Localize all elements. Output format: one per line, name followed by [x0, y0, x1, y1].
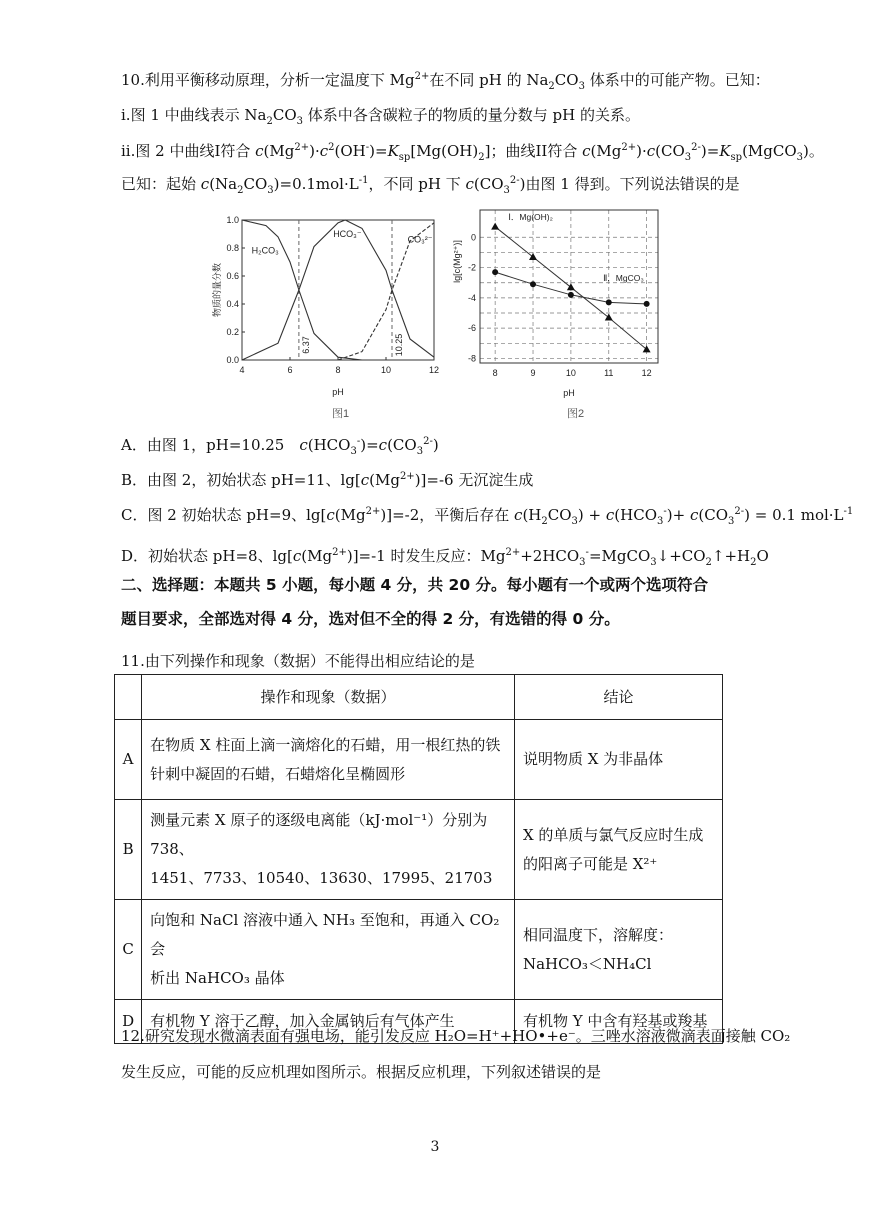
figure-2 — [450, 200, 670, 405]
y-tick-label: -2 — [467, 262, 476, 273]
row-label: A — [115, 720, 142, 800]
table-header-row — [115, 675, 723, 720]
y-tick-label: -6 — [467, 323, 476, 334]
x-tick-label: 12 — [428, 365, 440, 375]
series-label: Ⅰ．Mg(OH)₂ — [508, 211, 553, 222]
x-tick-label: 11 — [604, 368, 614, 378]
x-tick-label: 4 — [239, 365, 245, 375]
x-tick-label: 10 — [565, 368, 576, 378]
y-tick-label: 0 — [470, 232, 476, 243]
data-point-circle — [492, 269, 498, 275]
y-axis-label: lg[c(Mg²⁺)] — [452, 240, 462, 283]
row-label: D — [115, 1000, 142, 1044]
q11-title: 11.由下列操作和现象（数据）不能得出相应结论的是 — [121, 652, 475, 670]
y-axis-label: 物质的量分数 — [212, 262, 222, 318]
data-point-triangle — [605, 314, 613, 321]
y-tick-label: 0.6 — [226, 271, 239, 281]
series-label: CO₃²⁻ — [407, 234, 433, 245]
row-con: 相同温度下，溶解度： NaHCO₃＜NH₄Cl — [514, 900, 722, 1000]
data-point-circle — [530, 281, 536, 287]
x-tick-label: 9 — [530, 368, 536, 378]
reference-line-label: 6.37 — [300, 336, 311, 354]
data-point-triangle — [643, 345, 651, 352]
q10-known: 已知：起始 $c(Na_2CO_3)=0.1mol\cdot L^{-1}$，不同 pH 下 $c(CO_3^{2-})$由图 1 得到。下列说法错误的是 — [121, 175, 740, 196]
q12-line1: 12.研究发现水微滴表面有强电场，能引发反应 H₂O=H⁺+HO•+e⁻。三唑水溶液微滴表面接触 CO₂ — [121, 1027, 791, 1045]
series-label: H₂CO₃ — [251, 245, 279, 256]
q10-line-i: i.图 1 中曲线表示 $Na_2CO_3$ 体系中各含碳粒子的物质的量分数与 pH 的关系。 — [121, 106, 641, 127]
data-point-circle — [568, 292, 574, 298]
page-number: 3 — [430, 1139, 440, 1155]
section-2-line2: 题目要求，全部选对得 4 分，选对但不全的得 2 分，有选错的得 0 分。 — [121, 610, 620, 628]
figure-1-caption: 图1 — [332, 408, 350, 420]
q10-option-a: A．由图 1，pH=10.25 $c(HCO_3^-)=c(CO_3^{2-})$ — [121, 436, 439, 457]
x-tick-label: 8 — [492, 368, 498, 378]
table-row — [115, 800, 723, 900]
data-point-circle — [644, 301, 650, 307]
row-op: 向饱和 NaCl 溶液中通入 NH₃ 至饱和，再通入 CO₂ 会 析出 NaHCO₃ 晶体 — [142, 900, 515, 1000]
data-point-circle — [606, 299, 612, 305]
series-label: HCO₃⁻ — [333, 228, 362, 239]
q12-line2: 发生反应，可能的反应机理如图所示。根据反应机理，下列叙述错误的是 — [121, 1063, 602, 1081]
q10-option-c: C．图 2 初始状态 pH=9、$\lg[c(Mg^{2+})]=-2$，平衡后存在 $c(H_2CO_3) + c(HCO_3^-)+ c(CO_3^{2-}) = 0.1$ $mol\cdot L^{-1}$ — [121, 506, 854, 527]
row-label: B — [115, 800, 142, 900]
y-tick-label: 0.0 — [226, 355, 239, 365]
table-header-op: 操作和现象（数据） — [142, 675, 515, 720]
data-point-triangle — [491, 223, 499, 230]
series-line — [242, 220, 434, 360]
table-row — [115, 900, 723, 1000]
reference-line-label: 10.25 — [394, 333, 404, 357]
x-axis-label: pH — [563, 388, 575, 398]
x-axis-label: pH — [332, 387, 344, 397]
plot-frame — [242, 220, 434, 360]
y-tick-label: 0.2 — [226, 327, 239, 337]
y-tick-label: 0.4 — [226, 299, 239, 309]
row-label: C — [115, 900, 142, 1000]
row-op: 测量元素 X 原子的逐级电离能（kJ·mol⁻¹）分别为 738、 1451、7733、10540、13630、17995、21703 — [142, 800, 515, 900]
x-tick-label: 6 — [287, 365, 293, 375]
y-tick-label: -8 — [467, 353, 476, 364]
q10-intro: 10.利用平衡移动原理，分析一定温度下 $Mg^{2+}$在不同 pH 的 $Na_2CO_3$ 体系中的可能产物。已知： — [121, 71, 770, 92]
x-tick-label: 12 — [641, 368, 652, 378]
table-header-empty — [115, 675, 142, 720]
q10-option-d: D．初始状态 pH=8、$\lg[c(Mg^{2+})]=-1$ 时发生反应：$Mg^{2+}+2HCO_3^-=MgCO_3↓+CO_2↑+H_2O$ — [121, 547, 769, 568]
q10-option-b: B．由图 2，初始状态 pH=11、$\lg[c(Mg^{2+})]=-6$ 无沉淀生成 — [121, 471, 534, 489]
data-point-triangle — [529, 253, 537, 260]
row-op: 在物质 X 柱面上滴一滴熔化的石蜡，用一根红热的铁 针刺中凝固的石蜡，石蜡熔化呈椭圆形 — [142, 720, 515, 800]
figure-1 — [212, 205, 442, 410]
y-tick-label: 0.8 — [226, 243, 239, 253]
data-point-triangle — [567, 283, 575, 290]
section-2-line1: 二、选择题：本题共 5 小题，每小题 4 分，共 20 分。每小题有一个或两个选项符合 — [121, 576, 709, 594]
y-tick-label: 1.0 — [226, 215, 239, 225]
x-tick-label: 8 — [335, 365, 341, 375]
q10-line-ii: ii.图 2 中曲线I符合 $c(Mg^{2+})\cdot c^2(OH^-)=K_{sp}[Mg(OH)_2]$；曲线II符合 $c(Mg^{2+})\cdot c(CO_3^{2-})=K_{sp}(MgCO_3)$。 — [121, 142, 824, 163]
row-con: 说明物质 X 为非晶体 — [514, 720, 722, 800]
table-row — [115, 720, 723, 800]
table-header-con: 结论 — [514, 675, 722, 720]
x-tick-label: 10 — [380, 365, 392, 375]
row-con: 有机物 Y 中含有羟基或羧基 — [514, 1000, 722, 1044]
series-label: Ⅱ．MgCO₃ — [603, 273, 644, 284]
q11-table — [114, 674, 723, 1044]
row-con: X 的单质与氯气反应时生成 的阳离子可能是 X²⁺ — [514, 800, 722, 900]
figure-2-caption: 图2 — [567, 408, 585, 420]
row-op: 有机物 Y 溶于乙醇，加入金属钠后有气体产生 — [142, 1000, 515, 1044]
plot-frame — [480, 210, 658, 363]
y-tick-label: -4 — [467, 292, 476, 303]
